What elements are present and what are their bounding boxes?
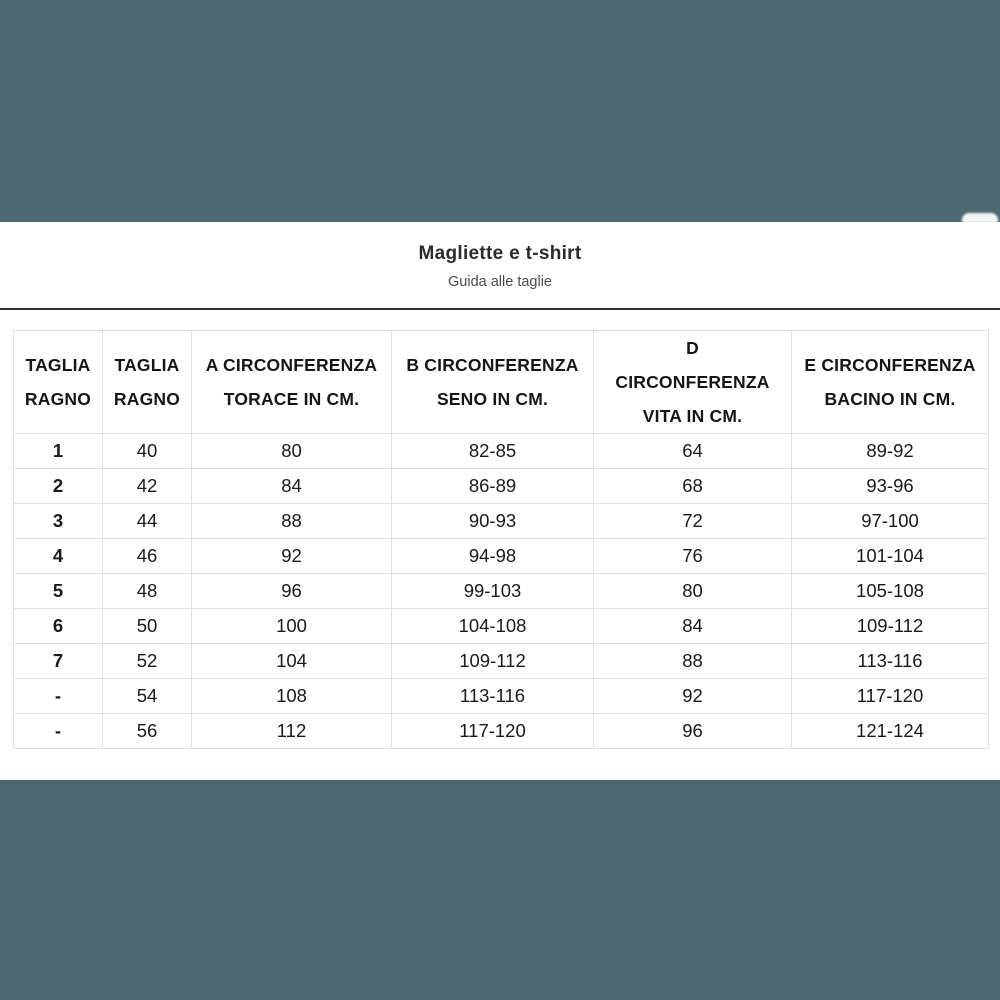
cell-taglia-ragno: 4 (14, 539, 103, 574)
table-cell: 108 (192, 679, 392, 714)
table-cell: 117-120 (792, 679, 989, 714)
panel-subtitle: Guida alle taglie (448, 274, 552, 290)
column-header (14, 331, 103, 434)
column-header-line: B CIRCONFERENZA (406, 355, 579, 375)
cell-taglia-ragno: 6 (14, 609, 103, 644)
table-row (14, 504, 989, 539)
table-cell: 109-112 (392, 644, 594, 679)
table-cell: 44 (103, 504, 192, 539)
column-header-line: VITA IN CM. (642, 406, 743, 426)
column-header-line: D (686, 338, 699, 358)
column-header-line: A CIRCONFERENZA (205, 355, 378, 375)
column-header-line: TORACE IN CM. (223, 389, 360, 409)
column-header-line: BACINO IN CM. (824, 389, 956, 409)
table-cell: 96 (594, 714, 792, 749)
table-cell: 96 (192, 574, 392, 609)
cell-taglia-ragno: - (14, 714, 103, 749)
table-cell: 113-116 (792, 644, 989, 679)
table-cell: 68 (594, 469, 792, 504)
table-cell: 86-89 (392, 469, 594, 504)
table-row (14, 714, 989, 749)
table-cell: 54 (103, 679, 192, 714)
cell-taglia-ragno: 7 (14, 644, 103, 679)
column-header-line: SENO IN CM. (436, 389, 549, 409)
cell-taglia-ragno: 3 (14, 504, 103, 539)
table-body (14, 434, 989, 749)
table-cell: 104 (192, 644, 392, 679)
table-cell: 84 (594, 609, 792, 644)
table-row (14, 539, 989, 574)
table-cell: 52 (103, 644, 192, 679)
table-cell: 93-96 (792, 469, 989, 504)
table-cell: 42 (103, 469, 192, 504)
table-cell: 48 (103, 574, 192, 609)
table-cell: 92 (192, 539, 392, 574)
table-row (14, 434, 989, 469)
column-header (792, 331, 989, 434)
table-cell: 100 (192, 609, 392, 644)
table-cell: 94-98 (392, 539, 594, 574)
table-cell: 56 (103, 714, 192, 749)
table-cell: 104-108 (392, 609, 594, 644)
column-header-line: E CIRCONFERENZA (804, 355, 976, 375)
cell-taglia-ragno: - (14, 679, 103, 714)
table-cell: 113-116 (392, 679, 594, 714)
column-header (392, 331, 594, 434)
column-header-line: RAGNO (113, 389, 181, 409)
table-cell: 90-93 (392, 504, 594, 539)
column-header (192, 331, 392, 434)
column-header-line: CIRCONFERENZA (615, 372, 770, 392)
column-header (103, 331, 192, 434)
header-divider (0, 308, 1000, 310)
table-cell: 88 (192, 504, 392, 539)
table-row (14, 609, 989, 644)
table-row (14, 644, 989, 679)
table-cell: 101-104 (792, 539, 989, 574)
table-cell: 109-112 (792, 609, 989, 644)
table-row (14, 679, 989, 714)
table-cell: 80 (192, 434, 392, 469)
table-row (14, 469, 989, 504)
table-row (14, 574, 989, 609)
table-cell: 40 (103, 434, 192, 469)
table-cell: 97-100 (792, 504, 989, 539)
table-cell: 92 (594, 679, 792, 714)
table-cell: 105-108 (792, 574, 989, 609)
cell-taglia-ragno: 2 (14, 469, 103, 504)
table-cell: 50 (103, 609, 192, 644)
column-header-line: RAGNO (24, 389, 92, 409)
panel-title: Magliette e t-shirt (418, 243, 582, 264)
table-cell: 76 (594, 539, 792, 574)
table-header-row (14, 331, 989, 434)
column-header (594, 331, 792, 434)
table-cell: 80 (594, 574, 792, 609)
size-guide-panel (0, 222, 1000, 780)
cell-taglia-ragno: 5 (14, 574, 103, 609)
table-cell: 72 (594, 504, 792, 539)
table-cell: 112 (192, 714, 392, 749)
table-cell: 89-92 (792, 434, 989, 469)
cell-taglia-ragno: 1 (14, 434, 103, 469)
table-cell: 84 (192, 469, 392, 504)
table-cell: 88 (594, 644, 792, 679)
column-header-line: TAGLIA (25, 355, 91, 375)
table-cell: 64 (594, 434, 792, 469)
table-cell: 99-103 (392, 574, 594, 609)
size-guide-table (13, 330, 989, 749)
table-cell: 46 (103, 539, 192, 574)
column-header-line: TAGLIA (114, 355, 180, 375)
table-cell: 117-120 (392, 714, 594, 749)
table-cell: 121-124 (792, 714, 989, 749)
table-cell: 82-85 (392, 434, 594, 469)
